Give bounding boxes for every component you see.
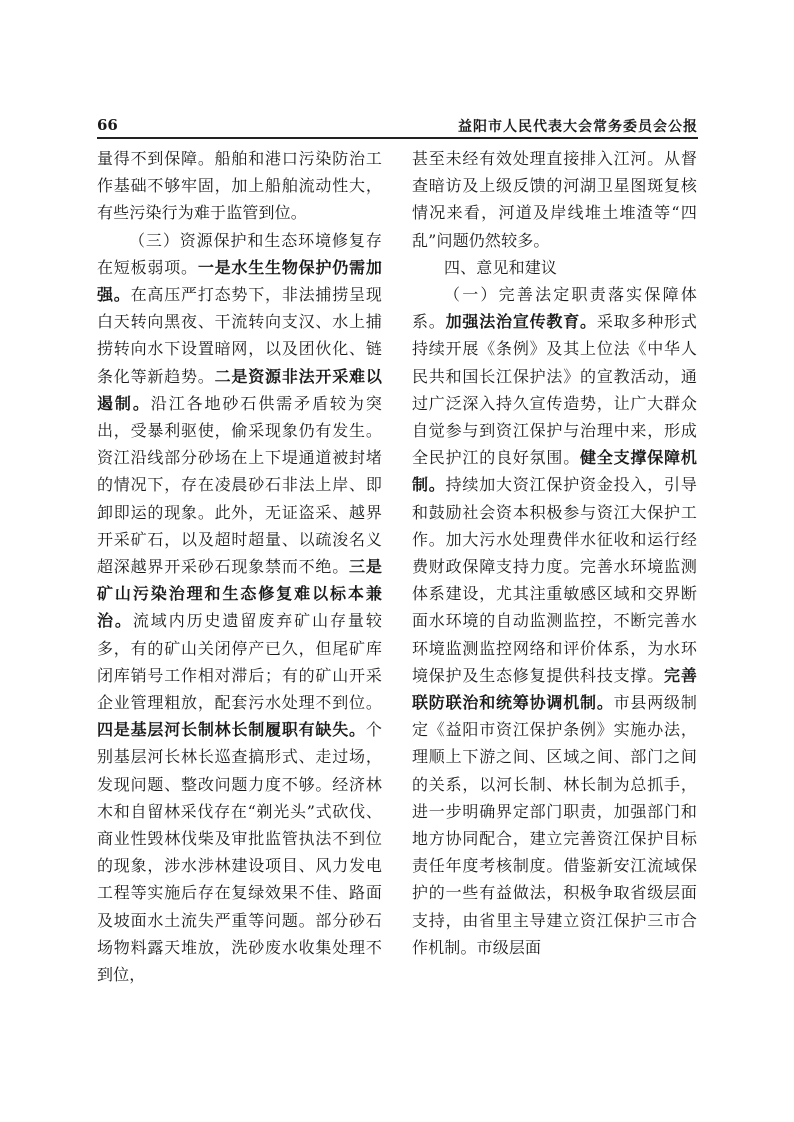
body-text: 个别基层河长林长巡查搞形式、走过场，发现问题、整改问题力度不够。经济林木和自留林采伐存在“剃光头”式砍伐、商业性毁林伐柴及审批监管执法不到位的现象，涉水涉林建设项目、风力发电工程等实施后存在复绿效果不佳、路面及坡面水土流失严重等问题。部分砂石场物料露天堆放，洗砂废水收集处理不到位，: [97, 720, 382, 985]
left-column: [97, 145, 382, 988]
bold-lead: 加强法治宣传教育。: [445, 312, 597, 332]
bold-lead: 四是基层河长制林长制履职有缺失。: [97, 720, 366, 740]
body-text: 市县两级制定《益阳市资江保护条例》实施办法，理顺上下游之间、区域之间、部门之间的关系，以河长制、林长制为总抓手，进一步明确界定部门职责，加强部门和地方协同配合，建立完善资江保护目标责任年度考核制度。借鉴新安江流域保护的一些有益做法，积极争取省级层面支持，由省里主导建立资江保护三市合作机制。市级层面: [412, 693, 697, 957]
body-text: 在高压严打态势下，非法捕捞呈现白天转向黑夜、干流转向支汉、水上捕捞转向水下设置暗网，以及团伙化、链条化等新趋势。: [97, 285, 382, 386]
bold-lead: 健全支撑保障机制。: [412, 448, 697, 495]
journal-title: 益阳市人民代表大会常务委员会公报: [458, 119, 698, 135]
paragraph: 量得不到保障。船舶和港口污染防治工作基础不够牢固，加上船舶流动性大，有些污染行为难于监管到位。: [97, 149, 382, 223]
body-text: 流域内历史遗留废弃矿山存量较多，有的矿山关闭停产已久，但尾矿库闭库销号工作相对滞后；有的矿山开采企业管理粗放，配套污水处理不到位。: [97, 611, 382, 713]
bold-lead: 一是水生生物保护仍需加强。: [97, 257, 383, 305]
paragraph: 甚至未经有效处理直接排入江河。从督查暗访及上级反馈的河湖卫星图斑复核情况来看，河道及岸线堆土堆渣等“四乱”问题仍然较多。: [412, 149, 697, 250]
bold-lead: 三是矿山污染治理和生态修复难以标本兼治。: [97, 557, 382, 631]
header-rule: [97, 137, 698, 139]
body-text: 持续加大资江保护资金投入，引导和鼓励社会资本积极参与资江大保护工作。加大污水处理费伴水征收和运行经费财政保障支持力度。完善水环境监测体系建设，尤其注重敏感区域和交界断面水环境的自动监测监控，不断完善水环境监测监控网络和评价体系，为水环境保护及生态修复提供科技支撑。: [412, 475, 697, 685]
paragraph: [412, 281, 697, 961]
right-column: [412, 145, 697, 961]
paragraph: [97, 227, 382, 989]
page-header: [97, 114, 698, 136]
bold-lead: 二是资源非法开采难以遏制。: [97, 366, 382, 413]
page-number: 66: [97, 116, 118, 134]
subsection-heading: （三）资源保护和生态环境修复存在短板弱项。: [97, 230, 382, 277]
body-text: 采取多种形式持续开展《条例》及其上位法《中华人民共和国长江保护法》的宣教活动，通过广泛深入持久宣传造势，让广大群众自觉参与到资江保护与治理中来，形成全民护江的良好氛围。: [412, 312, 697, 468]
bold-lead: 完善联防联治和统筹协调机制。: [412, 665, 697, 713]
subsection-heading: （一）完善法定职责落实保障体系。: [412, 285, 697, 332]
section-heading: 四、意见和建议: [444, 257, 558, 277]
body-text: 沿江各地砂石供需矛盾较为突出，受暴利驱使，偷采现象仍有发生。资江沿线部分砂场在上下堤通道被封堵的情况下，存在凌晨砂石非法上岸、即卸即运的现象。此外，无证盗采、越界开采矿石，以及超时超量、以疏浚名义超深越界开采砂石现象禁而不绝。: [97, 393, 383, 577]
